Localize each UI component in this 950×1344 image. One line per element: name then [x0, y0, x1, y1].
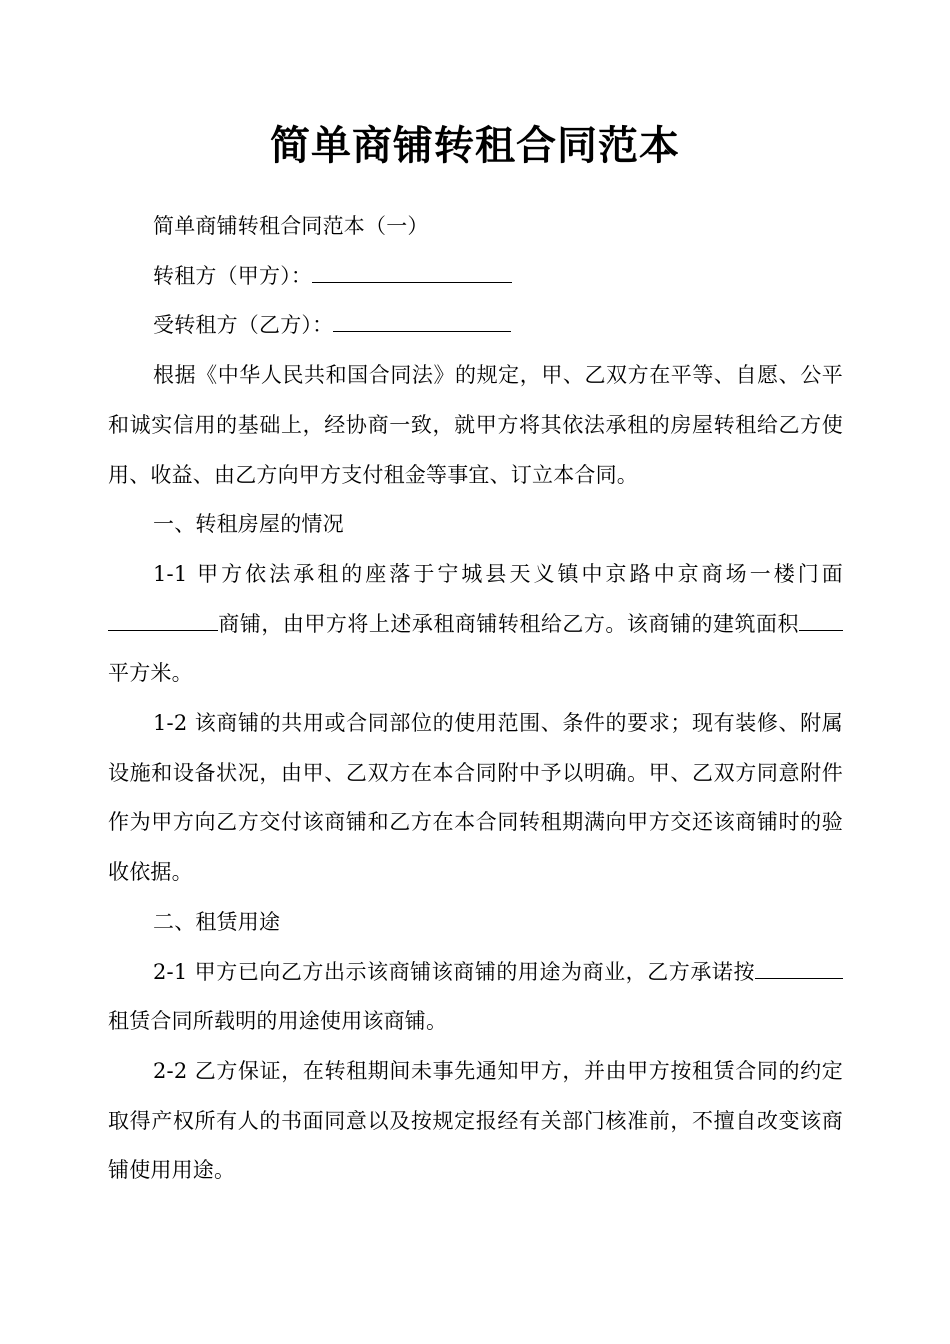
clause-2-1-part-b: 租赁合同所载明的用途使用该商铺。	[108, 1009, 448, 1034]
clause-1-1-part-b: 商铺，由甲方将上述承租商铺转租给乙方。该商铺的建筑面积	[218, 611, 799, 636]
preamble-paragraph: 根据《中华人民共和国合同法》的规定，甲、乙双方在平等、自愿、公平和诚实信用的基础上，经协商一致，就甲方将其依法承租的房屋转租给乙方使用、收益、由乙方向甲方支付租金等事宜、订立本合同。	[108, 363, 843, 487]
clause-2-1-part-a: 2-1 甲方已向乙方出示该商铺该商铺的用途为商业，乙方承诺按	[153, 959, 755, 984]
sublessee-blank	[333, 313, 511, 332]
shop-number-blank	[108, 612, 218, 631]
area-blank	[799, 612, 843, 631]
sublessor-line	[108, 252, 843, 302]
lease-contract-blank	[755, 960, 843, 979]
sublessor-label: 转租方（甲方）：	[153, 263, 313, 288]
sublessee-label: 受转租方（乙方）：	[153, 313, 334, 338]
clause-1-1	[108, 550, 843, 699]
clause-1-1-part-a: 1-1 甲方依法承租的座落于宁城县天义镇中京路中京商场一楼门面	[153, 561, 843, 586]
clause-1-2: 1-2 该商铺的共用或合同部位的使用范围、条件的要求；现有装修、附属设施和设备状况，由甲、乙双方在本合同附中予以明确。甲、乙双方同意附件作为甲方向乙方交付该商铺和乙方在本合同转租期满向甲方交还该商铺时的验收依据。	[108, 711, 843, 885]
clause-2-2: 2-2 乙方保证，在转租期间未事先通知甲方，并由甲方按租赁合同的约定取得产权所有人的书面同意以及按规定报经有关部门核准前，不擅自改变该商铺使用用途。	[108, 1058, 843, 1183]
document-body	[108, 202, 843, 1196]
document-subtitle: 简单商铺转租合同范本（一）	[153, 214, 429, 238]
clause-1-1-part-c: 平方米。	[108, 661, 193, 686]
section1-heading: 一、转租房屋的情况	[153, 512, 344, 537]
document-title: 简单商铺转租合同范本	[270, 123, 680, 169]
sublessor-blank	[312, 264, 512, 283]
sublessee-line	[108, 301, 843, 351]
section2-heading: 二、租赁用途	[153, 909, 281, 934]
clause-2-1	[108, 948, 843, 1047]
